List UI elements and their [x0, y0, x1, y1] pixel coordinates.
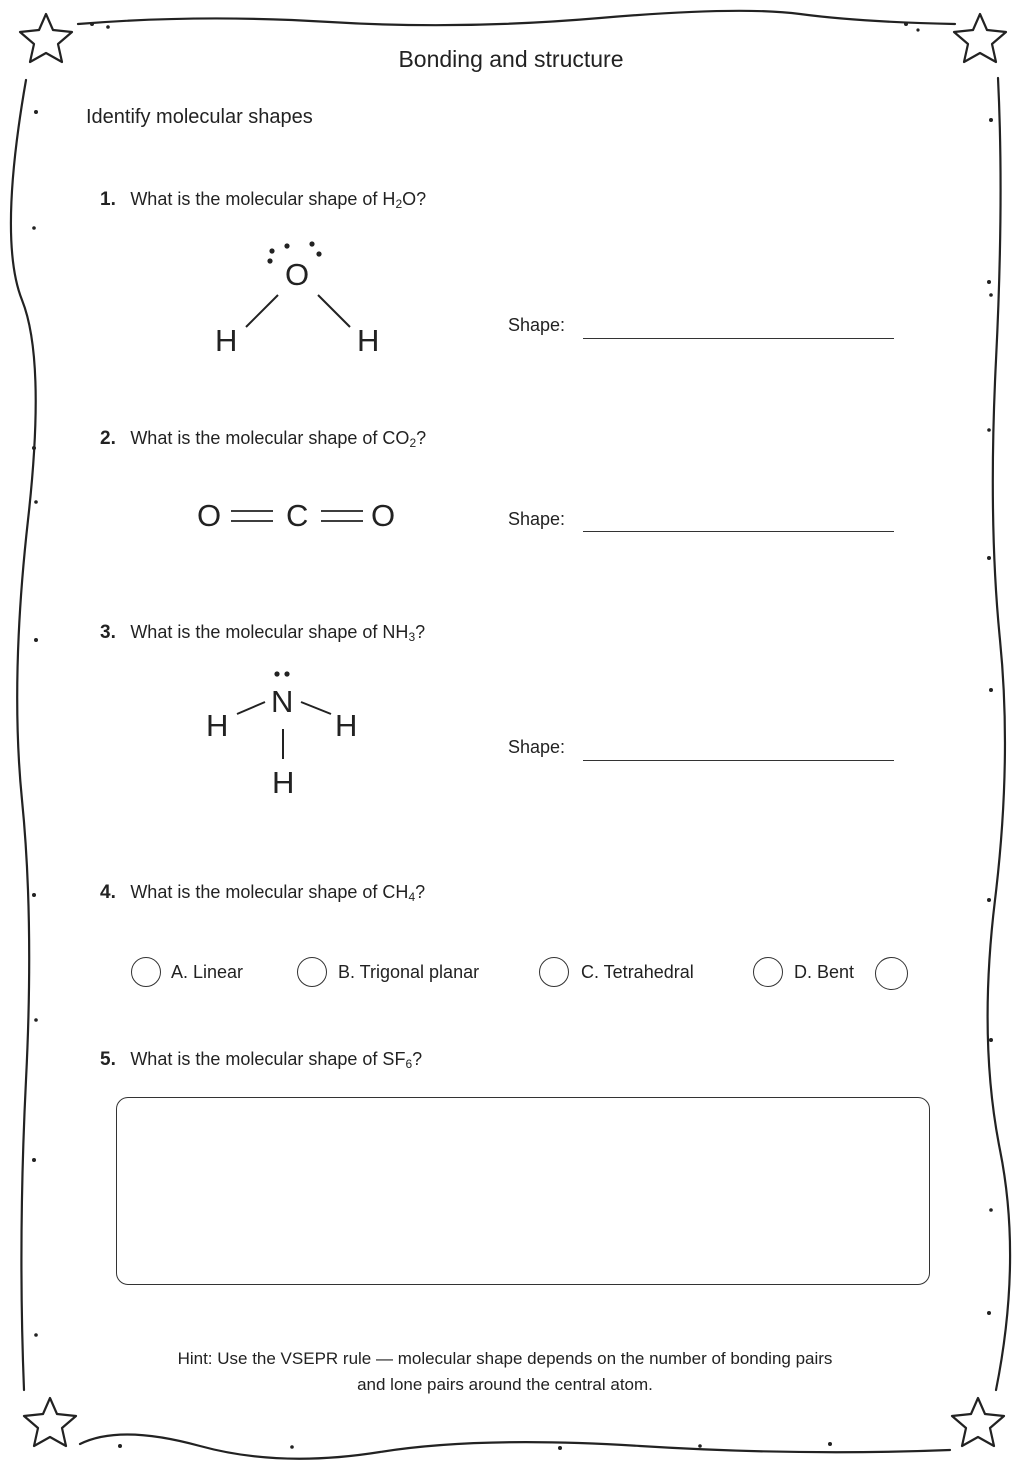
option-d[interactable] — [753, 957, 854, 987]
double-bonds — [195, 495, 415, 539]
option-label: A. Linear — [171, 961, 244, 982]
question-1 — [100, 189, 426, 211]
shape-answer-line[interactable] — [583, 531, 894, 532]
hint-line: Hint: Use the VSEPR rule — molecular shape depends on the number of bonding pairs — [177, 1349, 833, 1368]
option-label: B. Trigonal planar — [338, 961, 480, 982]
atom-hydrogen: H — [206, 708, 229, 743]
question-text: What is the molecular shape of $NH_3$? — [130, 622, 426, 644]
radio-button[interactable] — [753, 957, 783, 987]
hint-line: and lone pairs around the central atom. — [357, 1375, 653, 1394]
atom-hydrogen: H — [215, 323, 238, 358]
question-text: What is the molecular shape of $CO_2$? — [130, 428, 427, 450]
option-c[interactable] — [539, 957, 694, 987]
shape-label: Shape: — [508, 509, 566, 529]
shape-label: Shape: — [508, 737, 566, 757]
atom-hydrogen: H — [335, 708, 358, 743]
extra-radio-button[interactable] — [875, 957, 908, 990]
atom-oxygen: O — [197, 498, 222, 533]
lone-pair-dots — [274, 671, 289, 676]
h2o-structure — [200, 235, 380, 365]
question-3 — [100, 622, 425, 644]
radio-button[interactable] — [131, 957, 161, 987]
nh3-structure — [195, 665, 375, 810]
answer-box[interactable] — [116, 1097, 930, 1285]
atom-oxygen: O — [371, 498, 396, 533]
question-number: 4. — [100, 882, 116, 903]
shape-label: Shape: — [508, 315, 566, 335]
radio-button[interactable] — [297, 957, 327, 987]
shape-answer-line[interactable] — [583, 338, 894, 339]
question-text: What is the molecular shape of $SF_6$? — [130, 1049, 423, 1071]
question-number: 1. — [100, 189, 116, 210]
radio-button[interactable] — [539, 957, 569, 987]
question-text: What is the molecular shape of $H_2O$? — [130, 189, 427, 211]
question-number: 3. — [100, 622, 116, 643]
co2-structure — [195, 495, 415, 539]
question-4 — [100, 882, 425, 904]
hint-text — [100, 1346, 910, 1398]
question-number: 2. — [100, 428, 116, 449]
option-label: D. Bent — [794, 961, 855, 982]
atom-oxygen: O — [285, 257, 310, 292]
option-a[interactable] — [131, 957, 243, 987]
question-text: What is the molecular shape of $CH_4$? — [130, 882, 426, 904]
atom-hydrogen: H — [272, 765, 295, 800]
page-title: Bonding and structure — [398, 46, 624, 72]
section-subtitle: Identify molecular shapes — [86, 106, 313, 128]
question-5 — [100, 1049, 422, 1071]
atom-carbon: C — [286, 498, 309, 533]
question-2 — [100, 428, 426, 450]
atom-nitrogen: N — [271, 684, 294, 719]
shape-answer-line[interactable] — [583, 760, 894, 761]
option-b[interactable] — [297, 957, 479, 987]
option-label: C. Tetrahedral — [581, 961, 694, 982]
question-number: 5. — [100, 1049, 116, 1070]
atom-hydrogen: H — [357, 323, 380, 358]
